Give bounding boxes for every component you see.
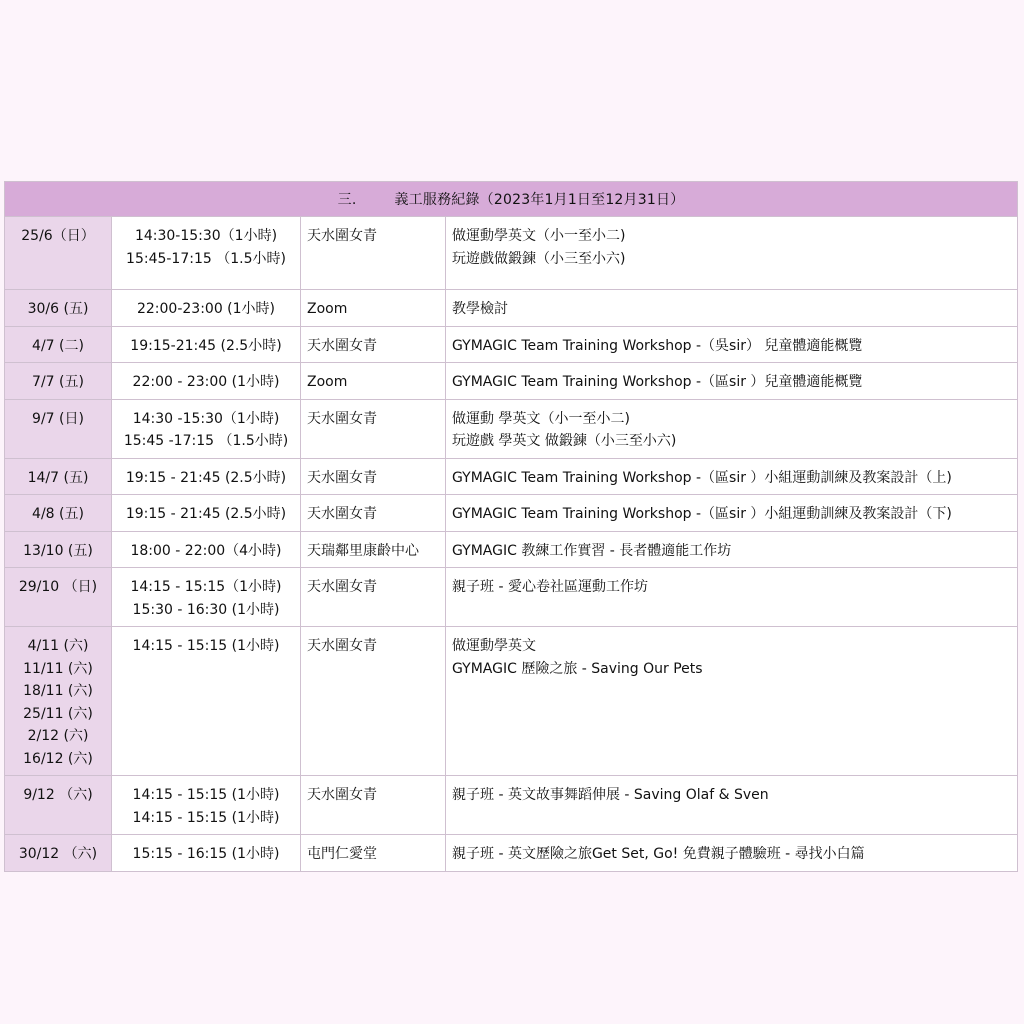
activity-line: 親子班 - 英文故事舞蹈伸展 - Saving Olaf & Sven: [452, 787, 769, 803]
time-line: 15:45-17:15 （1.5小時): [126, 250, 286, 267]
date-cell: [5, 399, 112, 458]
date-line: 25/6（日）: [21, 228, 95, 244]
time-line: 14:15 - 15:15 (1小時): [132, 787, 280, 803]
date-cell: [5, 458, 112, 495]
date-cell: [5, 363, 112, 400]
venue-cell: 天水圍女青: [301, 568, 446, 627]
time-cell: [112, 290, 301, 327]
activity-line: GYMAGIC 教練工作實習 - 長者體適能工作坊: [452, 542, 732, 559]
time-cell: [112, 217, 301, 290]
venue-cell: 天水圍女青: [301, 399, 446, 458]
date-cell: [5, 326, 112, 363]
venue-cell: 天水圍女青: [301, 627, 446, 776]
venue-cell: 天水圍女青: [301, 326, 446, 363]
activity-line: 親子班 - 愛心卷社區運動工作坊: [452, 579, 648, 595]
table-row: [5, 290, 1018, 327]
time-cell: [112, 835, 301, 872]
date-cell: [5, 776, 112, 835]
section-title: 義工服務紀錄（2023年1月1日至12月31日）: [394, 192, 685, 208]
time-line: 15:45 -17:15 （1.5小時): [123, 433, 289, 449]
venue-cell: 天水圍女青: [301, 776, 446, 835]
venue-cell: Zoom: [301, 290, 446, 327]
activity-line: GYMAGIC 歷險之旅 - Saving Our Pets: [452, 660, 703, 677]
date-line: 7/7 (五): [32, 374, 84, 390]
activity-cell: [446, 776, 1018, 835]
date-cell: [5, 531, 112, 568]
venue-cell: Zoom: [301, 363, 446, 400]
venue-cell: 天水圍女青: [301, 217, 446, 290]
date-line: 29/10 （日): [18, 579, 98, 595]
date-cell: [5, 568, 112, 627]
date-cell: [5, 290, 112, 327]
time-cell: [112, 568, 301, 627]
venue-cell: 屯門仁愛堂: [301, 835, 446, 872]
time-line: 19:15 - 21:45 (2.5小時): [125, 506, 287, 522]
time-line: 22:00-23:00 (1小時): [136, 301, 276, 317]
time-cell: [112, 776, 301, 835]
table-row: [5, 568, 1018, 627]
date-line: 30/6 (五): [27, 301, 89, 317]
activity-line: 教學檢討: [452, 301, 508, 317]
venue-cell: 天水圍女青: [301, 495, 446, 532]
activity-cell: [446, 627, 1018, 776]
table-row: [5, 363, 1018, 400]
activity-cell: [446, 568, 1018, 627]
time-cell: [112, 399, 301, 458]
volunteer-record-table: [4, 216, 1018, 872]
activity-line: 做運動 學英文（小一至小二): [452, 410, 630, 427]
date-line: 13/10 (五): [23, 542, 93, 559]
table-row: [5, 217, 1018, 290]
table-row: [5, 627, 1018, 776]
activity-cell: [446, 531, 1018, 568]
date-cell: [5, 217, 112, 290]
venue-cell: 天瑞鄰里康齡中心: [301, 531, 446, 568]
activity-line: 親子班 - 英文歷險之旅Get Set, Go! 免費親子體驗班 - 尋找小白篇: [452, 846, 865, 862]
date-line: 18/11 (六): [23, 683, 93, 699]
activity-cell: [446, 399, 1018, 458]
time-line: 15:15 - 16:15 (1小時): [132, 846, 280, 862]
activity-line: 做運動學英文（小一至小二): [452, 228, 626, 244]
activity-line: 做運動學英文: [452, 638, 536, 654]
table-row: [5, 776, 1018, 835]
activity-line: GYMAGIC Team Training Workshop -（吳sir） 兒童體適能概覽: [452, 337, 863, 354]
time-line: 14:15 - 15:15（1小時): [130, 579, 282, 595]
date-line: 16/12 (六): [23, 750, 93, 767]
activity-line: GYMAGIC Team Training Workshop -（區sir ）小組運動訓練及教案設計（上): [452, 469, 952, 486]
section-title-bar: [4, 181, 1018, 216]
activity-cell: [446, 495, 1018, 532]
time-line: 19:15-21:45 (2.5小時): [130, 337, 282, 354]
activity-line: 玩遊戲做鍛鍊（小三至小六): [452, 250, 626, 267]
date-line: 4/11 (六): [27, 638, 89, 654]
time-cell: [112, 627, 301, 776]
time-cell: [112, 363, 301, 400]
date-line: 30/12 （六): [18, 846, 98, 862]
activity-cell: [446, 835, 1018, 872]
section-number: 三.: [337, 192, 357, 208]
date-line: 4/8 (五): [32, 506, 84, 522]
activity-cell: [446, 458, 1018, 495]
date-line: 14/7 (五): [27, 469, 89, 486]
date-line: 9/12 （六): [23, 787, 93, 803]
time-line: 14:30-15:30（1小時): [134, 228, 278, 244]
activity-line: GYMAGIC Team Training Workshop -（區sir ）兒童體適能概覽: [452, 374, 863, 390]
table-row: [5, 835, 1018, 872]
date-line: 4/7 (二): [32, 337, 84, 354]
time-cell: [112, 531, 301, 568]
date-line: 2/12 (六): [27, 728, 89, 744]
time-cell: [112, 326, 301, 363]
activity-line: GYMAGIC Team Training Workshop -（區sir ）小組運動訓練及教案設計（下): [452, 506, 952, 522]
time-line: 14:30 -15:30（1小時): [132, 410, 280, 427]
date-cell: [5, 495, 112, 532]
time-cell: [112, 458, 301, 495]
time-line: 14:15 - 15:15 (1小時): [132, 809, 280, 826]
table-row: [5, 399, 1018, 458]
table-row: [5, 326, 1018, 363]
time-line: 14:15 - 15:15 (1小時): [132, 638, 280, 654]
activity-cell: [446, 326, 1018, 363]
date-cell: [5, 835, 112, 872]
volunteer-record-document: [4, 181, 1018, 872]
activity-cell: [446, 217, 1018, 290]
date-line: 9/7 (日): [32, 410, 84, 427]
date-line: 11/11 (六): [23, 660, 93, 677]
time-line: 22:00 - 23:00 (1小時): [132, 374, 280, 390]
venue-cell: 天水圍女青: [301, 458, 446, 495]
time-line: 19:15 - 21:45 (2.5小時): [125, 469, 287, 486]
table-row: [5, 495, 1018, 532]
table-row: [5, 458, 1018, 495]
time-cell: [112, 495, 301, 532]
table-row: [5, 531, 1018, 568]
date-line: 25/11 (六): [23, 705, 93, 722]
activity-cell: [446, 363, 1018, 400]
activity-line: 玩遊戲 學英文 做鍛鍊（小三至小六): [452, 433, 677, 449]
date-cell: [5, 627, 112, 776]
activity-cell: [446, 290, 1018, 327]
time-line: 18:00 - 22:00（4小時): [130, 542, 282, 559]
time-line: 15:30 - 16:30 (1小時): [132, 601, 280, 618]
